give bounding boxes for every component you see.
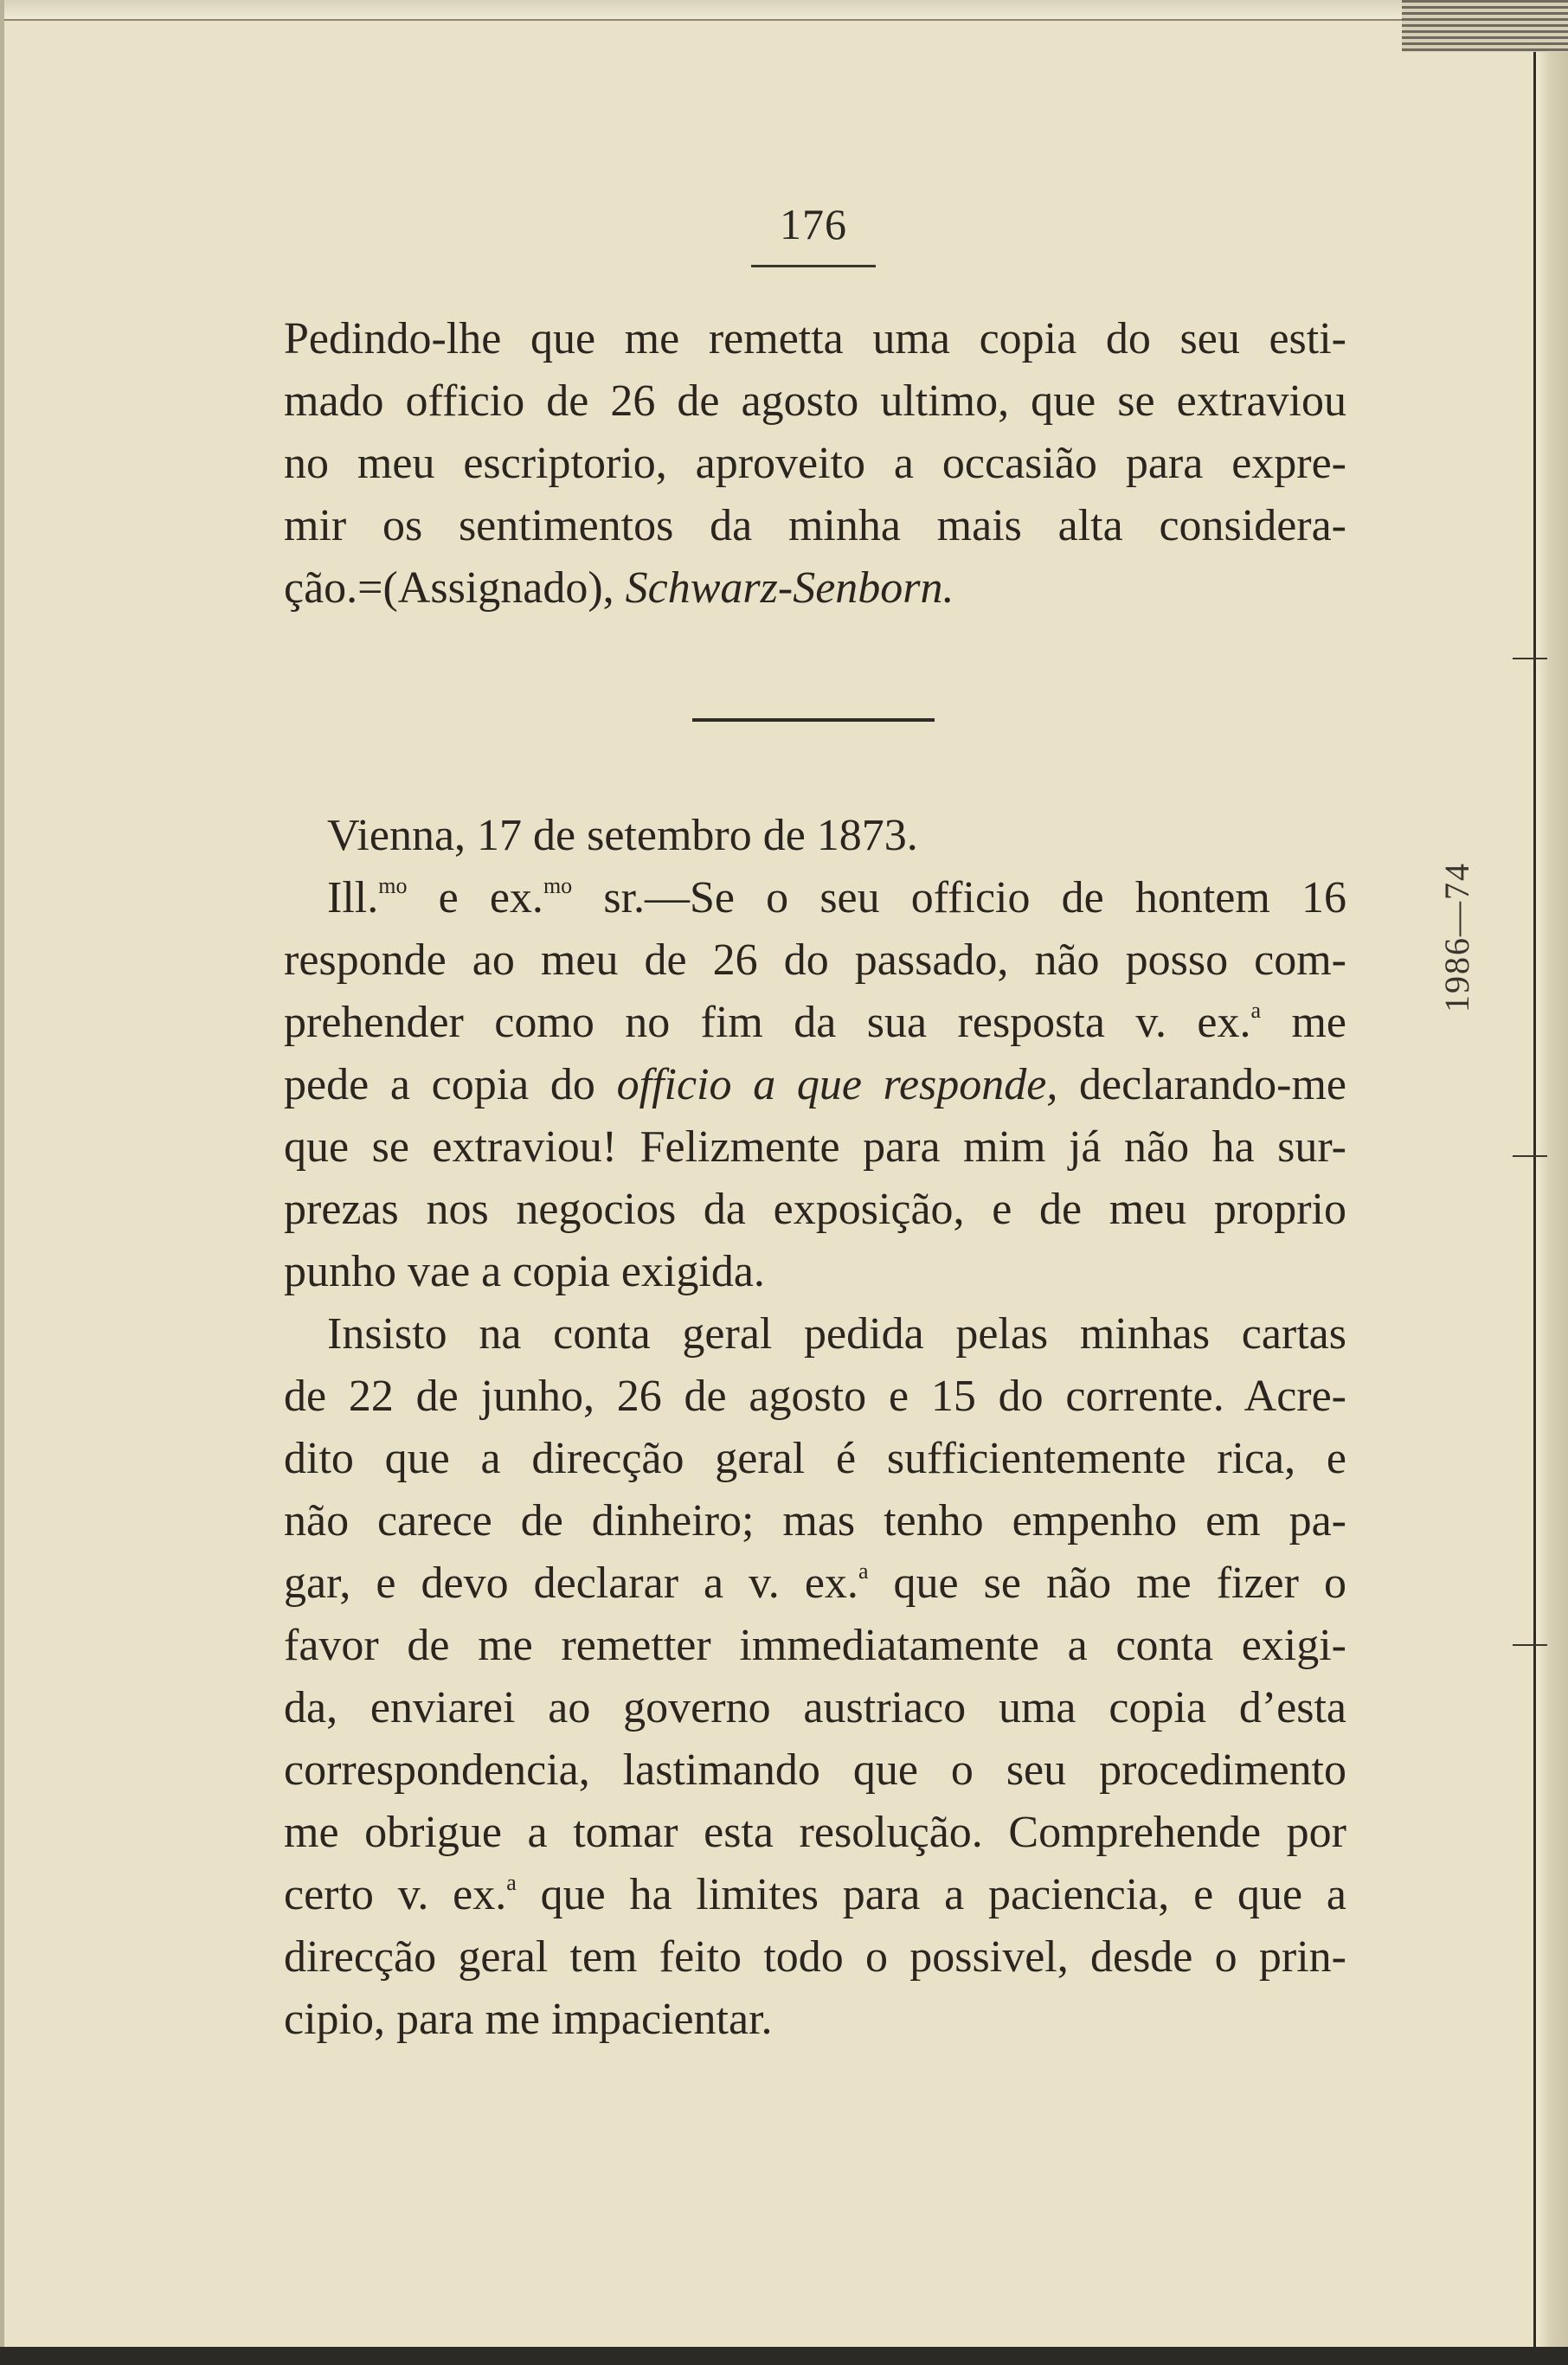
text-line: cipio, para me impacientar.: [284, 1995, 773, 2044]
text-line: responde ao meu de 26 do passado, não posso com-: [284, 935, 1346, 985]
signature-prefix: ção.=(Assignado),: [284, 563, 626, 613]
text-line: dito que a direcção geral é sufficientemente rica, e: [284, 1434, 1346, 1483]
text-line: que se extraviou! Felizmente para mim já não ha sur-: [284, 1122, 1346, 1172]
text-line: Insisto na conta geral pedida pelas minhas cartas: [327, 1309, 1346, 1359]
page-number: 176: [780, 200, 847, 248]
text-line: não carece de dinheiro; mas tenho empenho em pa-: [284, 1496, 1346, 1546]
text-line: de 22 de junho, 26 de agosto e 15 do corrente. Acre-: [284, 1372, 1346, 1421]
text-line: prehender como no fim da sua resposta v. ex.$^a$ me: [284, 998, 1346, 1047]
text-line: mado officio de 26 de agosto ultimo, que se extraviou: [284, 376, 1346, 426]
text-line: Pedindo-lhe que me remetta uma copia do seu esti-: [284, 314, 1346, 363]
text-line: da, enviarei ao governo austriaco uma copia d’esta: [284, 1683, 1346, 1732]
text-line: certo v. ex.$^a$ que ha limites para a paciencia, e que a: [284, 1870, 1346, 1919]
text-line: gar, e devo declarar a v. ex.$^a$ que se não me fizer o: [284, 1558, 1346, 1608]
text-line: no meu escriptorio, aproveito a occasião para expre-: [284, 439, 1346, 488]
text-line: me obrigue a tomar esta resolução. Comprehende por: [284, 1808, 1346, 1857]
letter-body-paragraph: [284, 867, 1346, 1303]
margin-catalog-number: 1986—74: [1437, 862, 1476, 1012]
text-line: direcção geral tem feito todo o possivel, desde o prin-: [284, 1932, 1346, 1982]
text-line: mir os sentimentos da minha mais alta considera-: [284, 501, 1346, 550]
page-number-rule: [751, 265, 876, 267]
text-line: pede a copia do officio a que responde, declarando-me: [284, 1060, 1346, 1109]
salutation-line: Ill.$^{mo}$ e ex.$^{mo}$ sr.—Se o seu officio de hontem 16: [327, 873, 1346, 922]
signature-line: [284, 557, 1346, 620]
text-line: punho vae a copia exigida.: [284, 1247, 765, 1296]
letter-closing-paragraph: [284, 308, 1346, 620]
letter-dateline: Vienna, 17 de setembro de 1873.: [327, 811, 918, 860]
section-divider: [692, 718, 935, 722]
letter-body-paragraph: [284, 1303, 1346, 2051]
text-line: correspondencia, lastimando que o seu procedimento: [284, 1745, 1346, 1795]
signature-name: Schwarz-Senborn.: [625, 563, 954, 613]
text-line: prezas nos negocios da exposição, e de meu proprio: [284, 1185, 1346, 1234]
text-line: favor de me remetter immediatamente a conta exigi-: [284, 1621, 1346, 1670]
